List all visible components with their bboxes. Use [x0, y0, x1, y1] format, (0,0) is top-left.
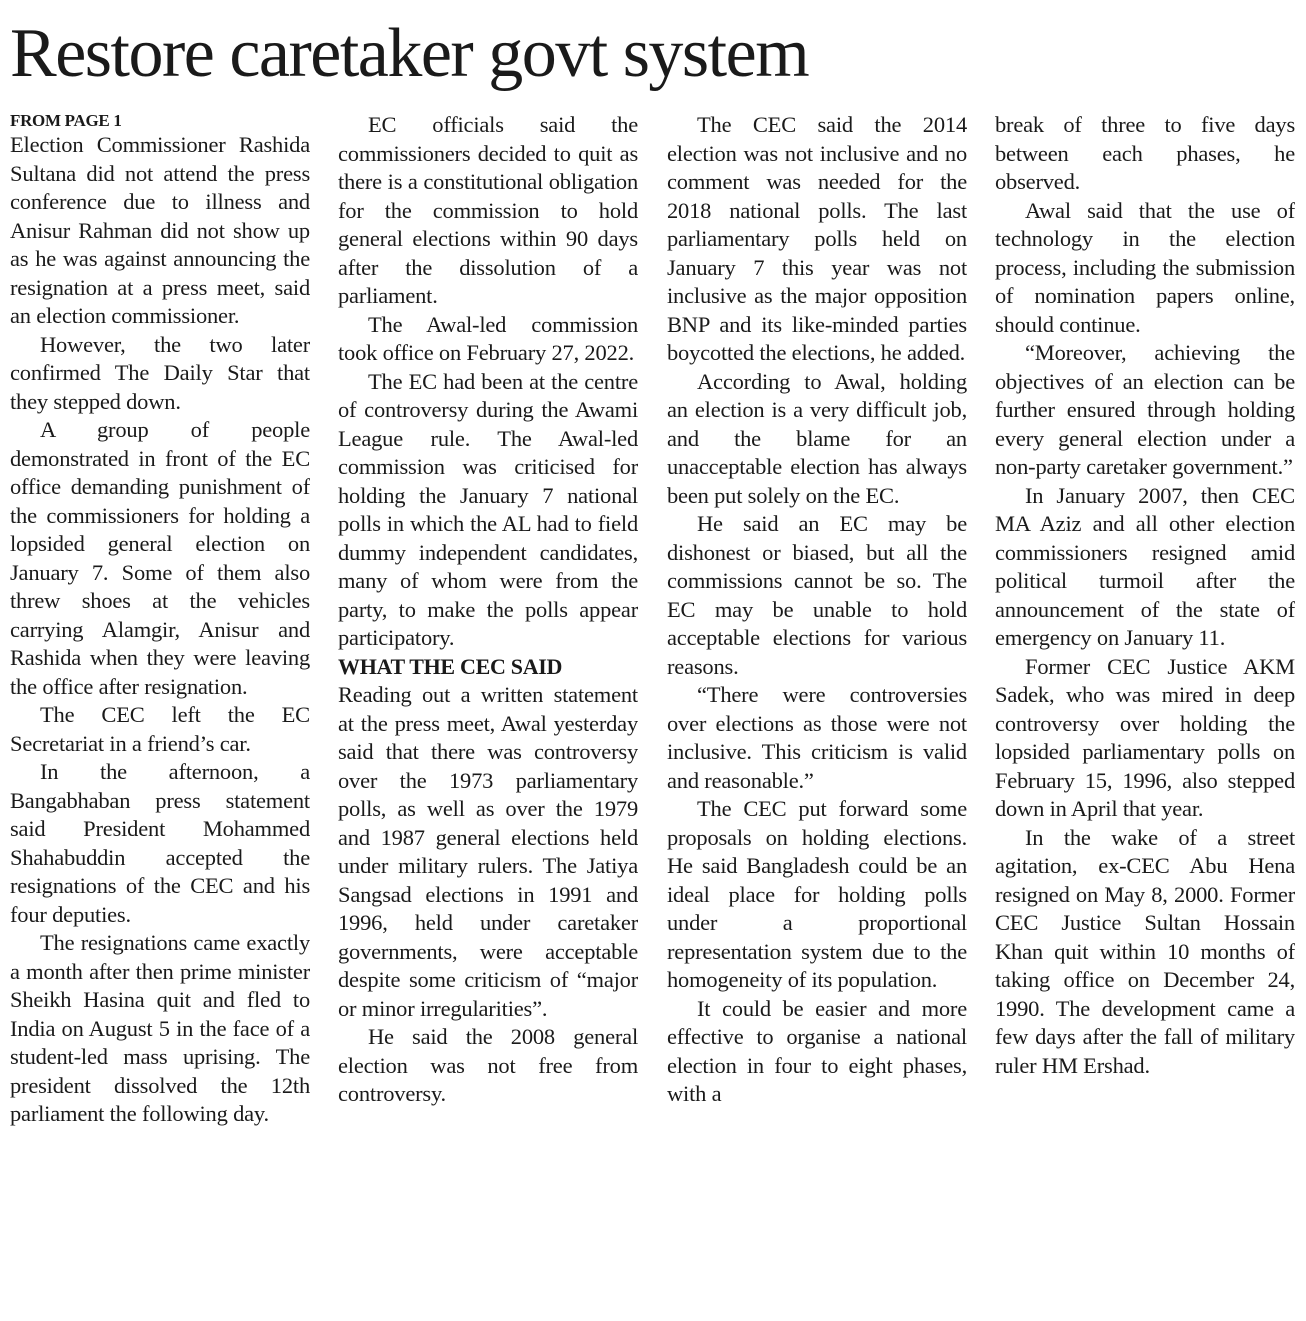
- subhead-what-the-cec-said: WHAT THE CEC SAID: [338, 653, 563, 679]
- paragraph: It could be easier and more effective to organise a national election in four to eight phases, with a: [667, 995, 967, 1106]
- paragraph: The resignations came exactly a month after then prime minister Sheikh Hasina quit and fled to India on August 5 in the face of a student-led mass uprising. The president dissolved the 12th parliament the following day.: [10, 930, 310, 1126]
- paragraph: “Moreover, achieving the objectives of an election can be further ensured through holding every general election under a non-party caretaker government.”: [995, 340, 1295, 479]
- paragraph: However, the two later confirmed The Daily Star that they stepped down.: [10, 331, 310, 414]
- article-body: [10, 111, 1296, 1311]
- paragraph: Reading out a written statement at the press meet, Awal yesterday said that there was controversy over the 1973 parliamentary polls, as well as over the 1979 and 1987 general elections held under military rulers. The Jatiya Sangsad elections in 1991 and 1996, held under caretaker governments, were acceptable despite some criticism of “major or minor irregularities”.: [338, 682, 638, 1021]
- paragraph-continued: break of three to five days between each phases, he observed.: [995, 112, 1295, 194]
- paragraph: Awal said that the use of technology in the election process, including the submission of nomination papers online, should continue.: [995, 197, 1295, 337]
- paragraph: EC officials said the commissioners decided to quit as there is a constitutional obligation for the commission to hold general elections within 90 days after the dissolution of a parliament.: [338, 112, 638, 308]
- paragraph: The Awal-led commission took office on February 27, 2022.: [338, 311, 638, 365]
- column-1: [10, 111, 310, 1311]
- paragraph: In January 2007, then CEC MA Aziz and all other election commissioners resigned amid political turmoil after the announcement of the state of emergency on January 11.: [995, 482, 1295, 650]
- paragraph: Election Commissioner Rashida Sultana did not attend the press conference due to illness and Anisur Rahman did not show up as he was against announcing the resignation at a press meet, said an election commissioner.: [10, 132, 310, 328]
- paragraph: He said an EC may be dishonest or biased, but all the commissions cannot be so. The EC may be unable to hold acceptable elections for various reasons.: [667, 511, 967, 679]
- paragraph: The CEC left the EC Secretariat in a friend’s car.: [10, 702, 310, 756]
- paragraph: According to Awal, holding an election is a very difficult job, and the blame for an unacceptable election has always been put solely on the EC.: [667, 368, 967, 508]
- paragraph: The CEC said the 2014 election was not inclusive and no comment was needed for the 2018 national polls. The last parliamentary polls held on January 7 this year was not inclusive as the major opposition BNP and its like-minded parties boycotted the elections, he added.: [667, 112, 967, 365]
- paragraph: “There were controversies over elections as those were not inclusive. This criticism is valid and reasonable.”: [667, 682, 967, 793]
- column-4: [995, 111, 1295, 1311]
- kicker-from-page-1: FROM PAGE 1: [10, 111, 122, 130]
- paragraph: The EC had been at the centre of controversy during the Awami League rule. The Awal-led commission was criticised for holding the January 7 national polls in which the AL had to field dummy independent candidates, many of whom were from the party, to make the polls appear participatory.: [338, 368, 638, 650]
- paragraph: The CEC put forward some proposals on holding elections. He said Bangladesh could be an ideal place for holding polls under a proportional representation system due to the homogeneity of its population.: [667, 796, 967, 992]
- paragraph: Former CEC Justice AKM Sadek, who was mired in deep controversy over holding the lopsided parliamentary polls on February 15, 1996, also stepped down in April that year.: [995, 653, 1295, 821]
- headline: Restore caretaker govt system: [10, 15, 809, 92]
- paragraph: In the afternoon, a Bangabhaban press statement said President Mohammed Shahabuddin accepted the resignations of the CEC and his four deputies.: [10, 759, 310, 927]
- paragraph: He said the 2008 general election was not free from controversy.: [338, 1024, 638, 1106]
- paragraph: A group of people demonstrated in front of the EC office demanding punishment of the commissioners for holding a lopsided general election on January 7. Some of them also threw shoes at the vehicles carrying Alamgir, Anisur and Rashida when they were leaving the office after resignation.: [10, 417, 310, 699]
- column-3: [667, 111, 967, 1311]
- paragraph: In the wake of a street agitation, ex-CEC Abu Hena resigned on May 8, 2000. Former CEC Justice Sultan Hossain Khan quit within 10 months of taking office on December 24, 1990. The development came a few days after the fall of military ruler HM Ershad.: [995, 824, 1295, 1078]
- column-2: [338, 111, 638, 1311]
